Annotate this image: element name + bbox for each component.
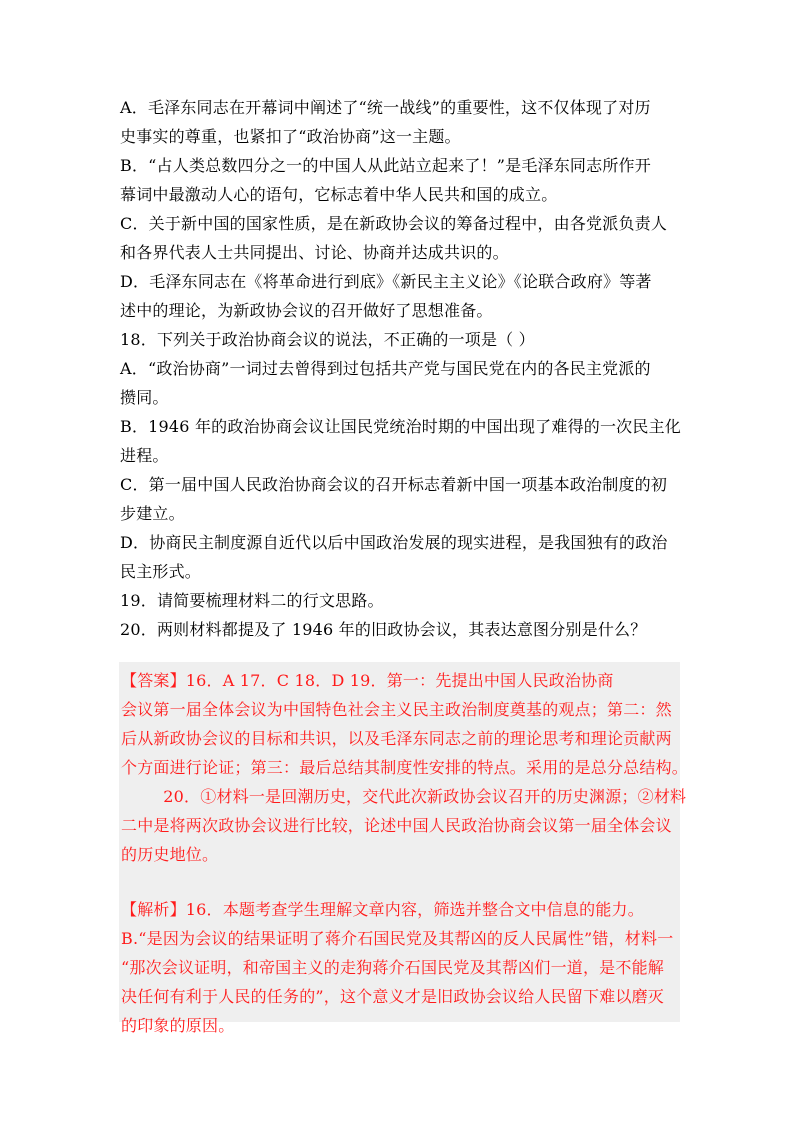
questions-block [120, 93, 680, 644]
answer-line-5: 20．①材料一是回潮历史，交代此次新政协会议召开的历史渊源；②材料 [121, 787, 687, 806]
option-18d-line-1: D．协商民主制度源自近代以后中国政治发展的现实进程，是我国独有的政治 [120, 533, 668, 552]
option-17c-line-1: C．关于新中国的国家性质，是在新政协会议的筹备过程中，由各党派负责人 [120, 214, 668, 233]
option-17b-line-1: B．“占人类总数四分之一的中国人从此站立起来了！”是毛泽东同志所作开 [120, 156, 651, 175]
answer-line-1: 【答案】16．A 17．C 18．D 19．第一：先提出中国人民政治协商 [121, 671, 614, 690]
option-17a-line-2: 史事实的尊重，也紧扣了“政治协商”这一主题。 [120, 127, 461, 146]
option-17d-line-1: D．毛泽东同志在《将革命进行到底》《新民主主义论》《论联合政府》等著 [120, 272, 652, 291]
question-20-stem: 20．两则材料都提及了 1946 年的旧政协会议，其表达意图分别是什么？ [120, 620, 647, 639]
analysis-line-5: 的印象的原因。 [121, 1016, 235, 1035]
answer-line-7: 的历史地位。 [121, 845, 219, 864]
answer-line-6: 二中是将两次政协会议进行比较，论述中国人民政治协商会议第一届全体会议 [121, 816, 672, 835]
analysis-line-4: 决任何有利于人民的任务的”，这个意义才是旧政协会议给人民留下难以磨灭 [121, 987, 664, 1006]
option-18a-line-1: A．“政治协商”一词过去曾得到过包括共产党与国民党在内的各民主党派的 [120, 359, 651, 378]
answer-analysis-box [119, 662, 689, 1035]
option-18c-line-2: 步建立。 [120, 504, 185, 523]
option-18b-line-2: 进程。 [120, 446, 169, 465]
question-18-stem: 18．下列关于政治协商会议的说法，不正确的一项是（ ） [120, 330, 535, 349]
option-18b-line-1: B．1946 年的政治协商会议让国民党统治时期的中国出现了难得的一次民主化 [120, 417, 681, 436]
option-17b-line-2: 幕词中最激动人心的语句，它标志着中华人民共和国的成立。 [120, 185, 558, 204]
answer-text [121, 666, 689, 1040]
spacer [121, 869, 677, 895]
answer-line-3: 后从新政协会议的目标和共识，以及毛泽东同志之前的理论思考和理论贡献两 [121, 729, 672, 748]
answer-line-4: 个方面进行论证；第三：最后总结其制度性安排的特点。采用的是总分总结构。 [121, 758, 689, 777]
question-19-stem: 19．请简要梳理材料二的行文思路。 [120, 591, 384, 610]
analysis-line-3: “那次会议证明，和帝国主义的走狗蒋介石国民党及其帮凶们一道，是不能解 [121, 958, 664, 977]
option-18d-line-2: 民主形式。 [120, 562, 202, 581]
option-18a-line-2: 攒同。 [120, 388, 169, 407]
option-17d-line-2: 述中的理论，为新政协会议的召开做好了思想准备。 [120, 301, 493, 320]
analysis-line-1: 【解析】16．本题考查学生理解文章内容，筛选并整合文中信息的能力。 [121, 900, 644, 919]
answer-line-2: 会议第一届全体会议为中国特色社会主义民主政治制度奠基的观点；第二：然 [121, 700, 672, 719]
analysis-line-2: B.“是因为会议的结果证明了蒋介石国民党及其帮凶的反人民属性”错，材料一 [121, 929, 674, 948]
option-17c-line-2: 和各界代表人士共同提出、讨论、协商并达成共识的。 [120, 243, 509, 262]
option-17a-line-1: A．毛泽东同志在开幕词中阐述了“统一战线”的重要性，这不仅体现了对历 [120, 98, 651, 117]
option-18c-line-1: C．第一届中国人民政治协商会议的召开标志着新中国一项基本政治制度的初 [120, 475, 668, 494]
